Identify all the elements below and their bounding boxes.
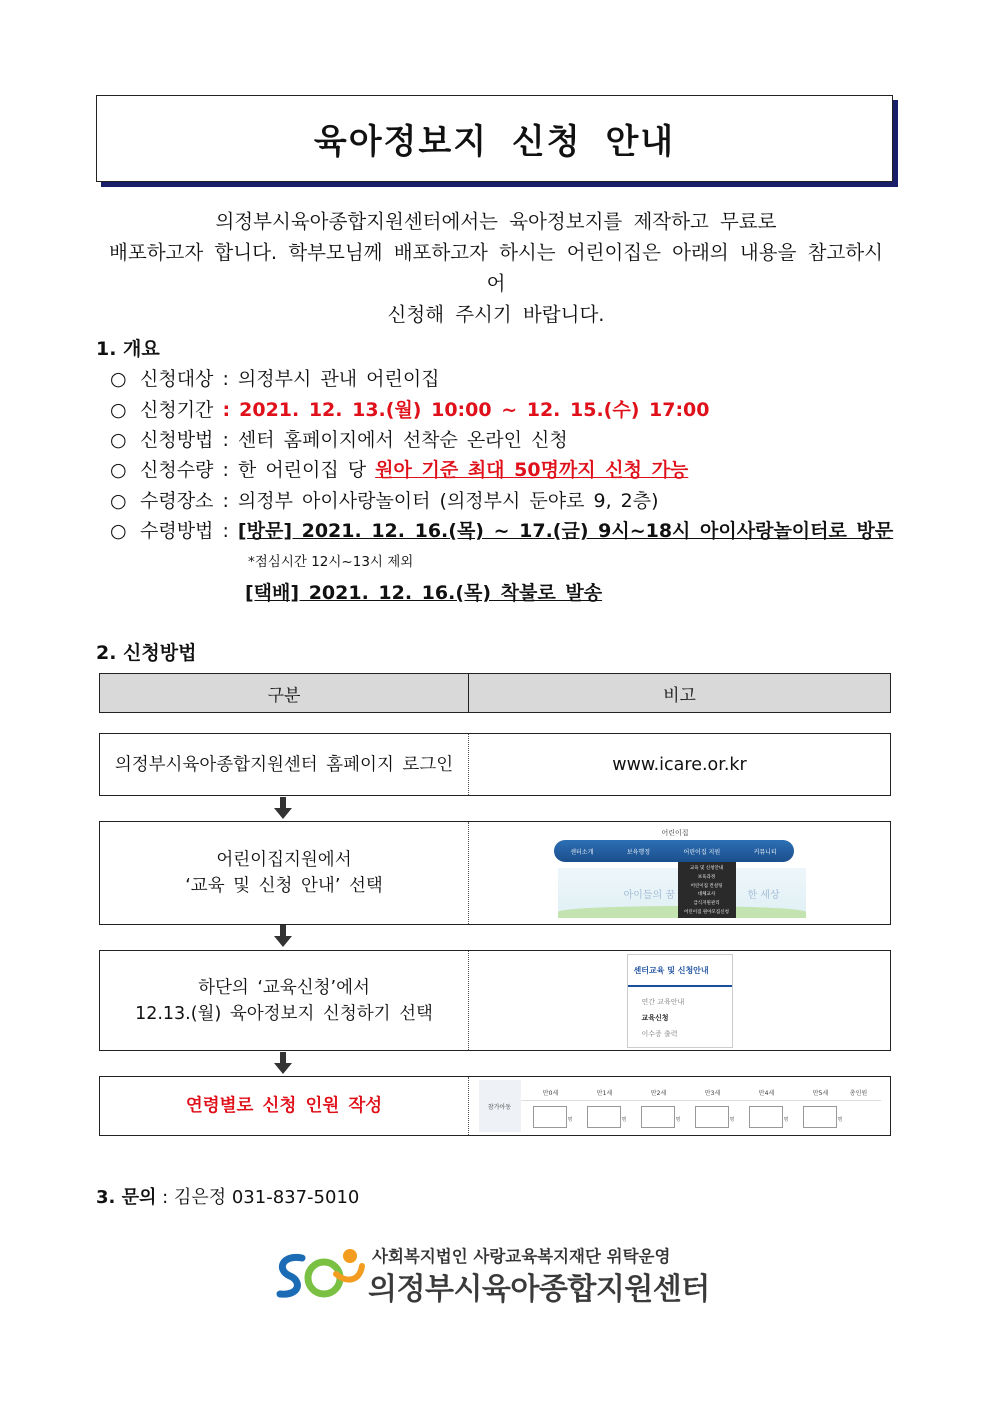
item-sep: : [222, 520, 229, 542]
table-header [99, 673, 891, 713]
item-label: 신청수량 [140, 459, 214, 481]
item-label: 신청방법 [140, 429, 214, 451]
unit-label: 명 [621, 1117, 627, 1123]
down-arrow-icon [274, 797, 292, 819]
down-arrow-icon [274, 1052, 292, 1074]
unit-label: 명 [783, 1117, 789, 1123]
item-sep: : [222, 490, 229, 512]
item-sep: : [222, 368, 229, 390]
shot-nav-item: 어린이집 지원 [683, 848, 721, 856]
center-logo-icon [272, 1244, 368, 1310]
age-col-header: 만2세 [650, 1090, 667, 1097]
shot-dropdown-item: 대체교사 [697, 892, 716, 898]
logo-subtitle: 사회복지법인 사랑교육복지재단 위탁운영 [372, 1247, 671, 1266]
bullet: ○ [110, 368, 127, 390]
delivery-info: [택배] 2021. 12. 16.(목) 착불로 발송 [245, 582, 603, 604]
section2-heading: 2. 신청방법 [96, 642, 197, 664]
contact-value: 김은정 031-837-5010 [173, 1187, 360, 1208]
step-4 [99, 1076, 891, 1136]
item-value-prefix: 한 어린이집 당 [237, 459, 376, 481]
age-col [741, 1080, 793, 1132]
bullet: ○ [110, 429, 127, 451]
age-col-header: 만0세 [542, 1090, 559, 1097]
section3-heading: 3. 문의 [96, 1187, 157, 1208]
contact-sep: : [162, 1187, 169, 1208]
shot-nav-item: 커뮤니티 [753, 848, 777, 856]
shot-scene-text: 아이들의 꿈 [623, 890, 675, 901]
shot2-title: 센터교육 및 신청안내 [633, 965, 709, 975]
shot2-item: 이수증 출력 [641, 1029, 678, 1038]
unit-label: 명 [729, 1117, 735, 1123]
lunch-note: *점심시간 12시~13시 제외 [248, 554, 414, 570]
step-1-desc [100, 734, 469, 795]
total-col-header: 총인원 [849, 1090, 868, 1097]
unit-label: 명 [675, 1117, 681, 1123]
step-4-line-1: 연령별로 신청 인원 작성 [185, 1096, 383, 1116]
shot-dropdown-item: 교육 및 신청안내 [689, 866, 724, 872]
shot-nav-item: 보육행정 [626, 848, 651, 856]
bullet: ○ [110, 459, 127, 481]
step-2-line-2: ‘교육 및 신청 안내’ 선택 [185, 876, 383, 896]
item-label: 신청대상 [140, 368, 214, 390]
shot-dropdown-item: 어린이집 원아모집신청 [684, 909, 729, 915]
item-label: 신청기간 [140, 399, 214, 421]
shot-top-label: 어린이집 [661, 829, 689, 837]
item-value: [방문] 2021. 12. 16.(목) ~ 17.(금) 9시~18시 아이사랑놀이터로 방문 [237, 520, 894, 542]
contact-line [96, 1183, 359, 1209]
age-col [633, 1080, 685, 1132]
bullet: ○ [110, 399, 127, 421]
overview-item-period [110, 395, 709, 422]
step-2-desc [100, 822, 469, 924]
unit-label: 명 [567, 1117, 573, 1123]
age-form-screenshot [479, 1080, 881, 1132]
intro-line-1: 의정부시육아종합지원센터에서는 육아정보지를 제작하고 무료로 [215, 210, 777, 233]
shot2-item: 교육신청 [641, 1013, 669, 1022]
shot3-row-label: 참가아동 [479, 1080, 521, 1132]
age-col-header: 만1세 [596, 1090, 613, 1097]
step-2 [99, 821, 891, 925]
overview-item-target [110, 364, 440, 391]
step-1-url[interactable]: www.icare.or.kr [612, 754, 747, 775]
age-count-input[interactable] [749, 1106, 783, 1128]
item-sep: : [222, 459, 229, 481]
shot-dropdown-item: 어린이집 컨설팅 [690, 883, 723, 889]
shot-dropdown-item: 급식지원관리 [693, 900, 720, 906]
age-count-input[interactable] [803, 1106, 837, 1128]
total-col [837, 1080, 881, 1132]
shot-navbar [554, 840, 794, 862]
submenu-screenshot [627, 954, 733, 1048]
step-3-line-1: 하단의 ‘교육신청’에서 [198, 977, 370, 998]
logo-title: 의정부시육아종합지원센터 [368, 1272, 710, 1307]
header-category: 구분 [100, 674, 469, 712]
age-count-input[interactable] [695, 1106, 729, 1128]
age-count-input[interactable] [587, 1106, 621, 1128]
step-3 [99, 950, 891, 1051]
step-2-screenshot [469, 822, 890, 924]
item-value-emphasis: 원아 기준 최대 50명까지 신청 가능 [375, 459, 689, 481]
bullet: ○ [110, 490, 127, 512]
shot-scene-text-2: 한 세상 [747, 890, 780, 901]
age-col [579, 1080, 631, 1132]
step-4-screenshot [469, 1077, 890, 1135]
step-3-screenshot [469, 951, 890, 1050]
age-col-header: 만5세 [812, 1090, 829, 1097]
intro-line-2: 배포하고자 합니다. 학부모님께 배포하고자 하시는 어린이집은 아래의 내용을 참고하시어 [109, 241, 883, 295]
shot2-divider [628, 985, 732, 987]
item-sep: : [222, 399, 231, 421]
item-label: 수령장소 [140, 490, 214, 512]
center-logo [272, 1242, 732, 1312]
intro-line-3: 신청해 주시기 바랍니다. [387, 303, 605, 326]
section1-heading: 1. 개요 [96, 338, 160, 360]
bullet: ○ [110, 520, 127, 542]
overview-item-place [110, 486, 659, 513]
step-2-line-1: 어린이집지원에서 [216, 850, 352, 870]
overview-item-quantity [110, 455, 688, 482]
intro-paragraph [100, 206, 892, 330]
shot-dropdown [678, 862, 736, 918]
age-col-header: 만4세 [758, 1090, 775, 1097]
step-4-desc [100, 1077, 469, 1135]
overview-item-receipt [110, 516, 893, 543]
overview-item-method [110, 425, 568, 452]
header-remark: 비고 [663, 685, 696, 706]
step-1 [99, 733, 891, 796]
age-count-input[interactable] [641, 1106, 675, 1128]
age-col-header: 만3세 [704, 1090, 721, 1097]
item-value: 센터 홈페이지에서 선착순 온라인 신청 [237, 429, 568, 451]
shot2-item: 연간 교육안내 [641, 997, 685, 1006]
age-count-input[interactable] [533, 1106, 567, 1128]
step-1-line-1: 의정부시육아종합지원센터 홈페이지 로그인 [114, 754, 454, 775]
age-col [525, 1080, 577, 1132]
item-value: 의정부시 관내 어린이집 [237, 368, 440, 390]
step-3-desc [100, 951, 469, 1050]
unit-label: 명 [837, 1117, 843, 1123]
menu-screenshot [554, 826, 806, 920]
age-col [687, 1080, 739, 1132]
down-arrow-icon [274, 925, 292, 947]
item-value: 2021. 12. 13.(월) 10:00 ~ 12. 15.(수) 17:00 [239, 399, 710, 421]
step-3-line-2: 12.13.(월) 육아정보지 신청하기 선택 [135, 1003, 433, 1024]
shot-nav-item: 센터소개 [570, 848, 594, 856]
shot-dropdown-item: 보육과정 [697, 874, 716, 880]
item-label: 수령방법 [140, 520, 214, 542]
item-value: 의정부 아이사랑놀이터 (의정부시 둔야로 9, 2층) [237, 490, 659, 512]
title-box [96, 95, 893, 182]
item-sep: : [222, 429, 229, 451]
page-title: 육아정보지 신청 안내 [313, 122, 676, 162]
